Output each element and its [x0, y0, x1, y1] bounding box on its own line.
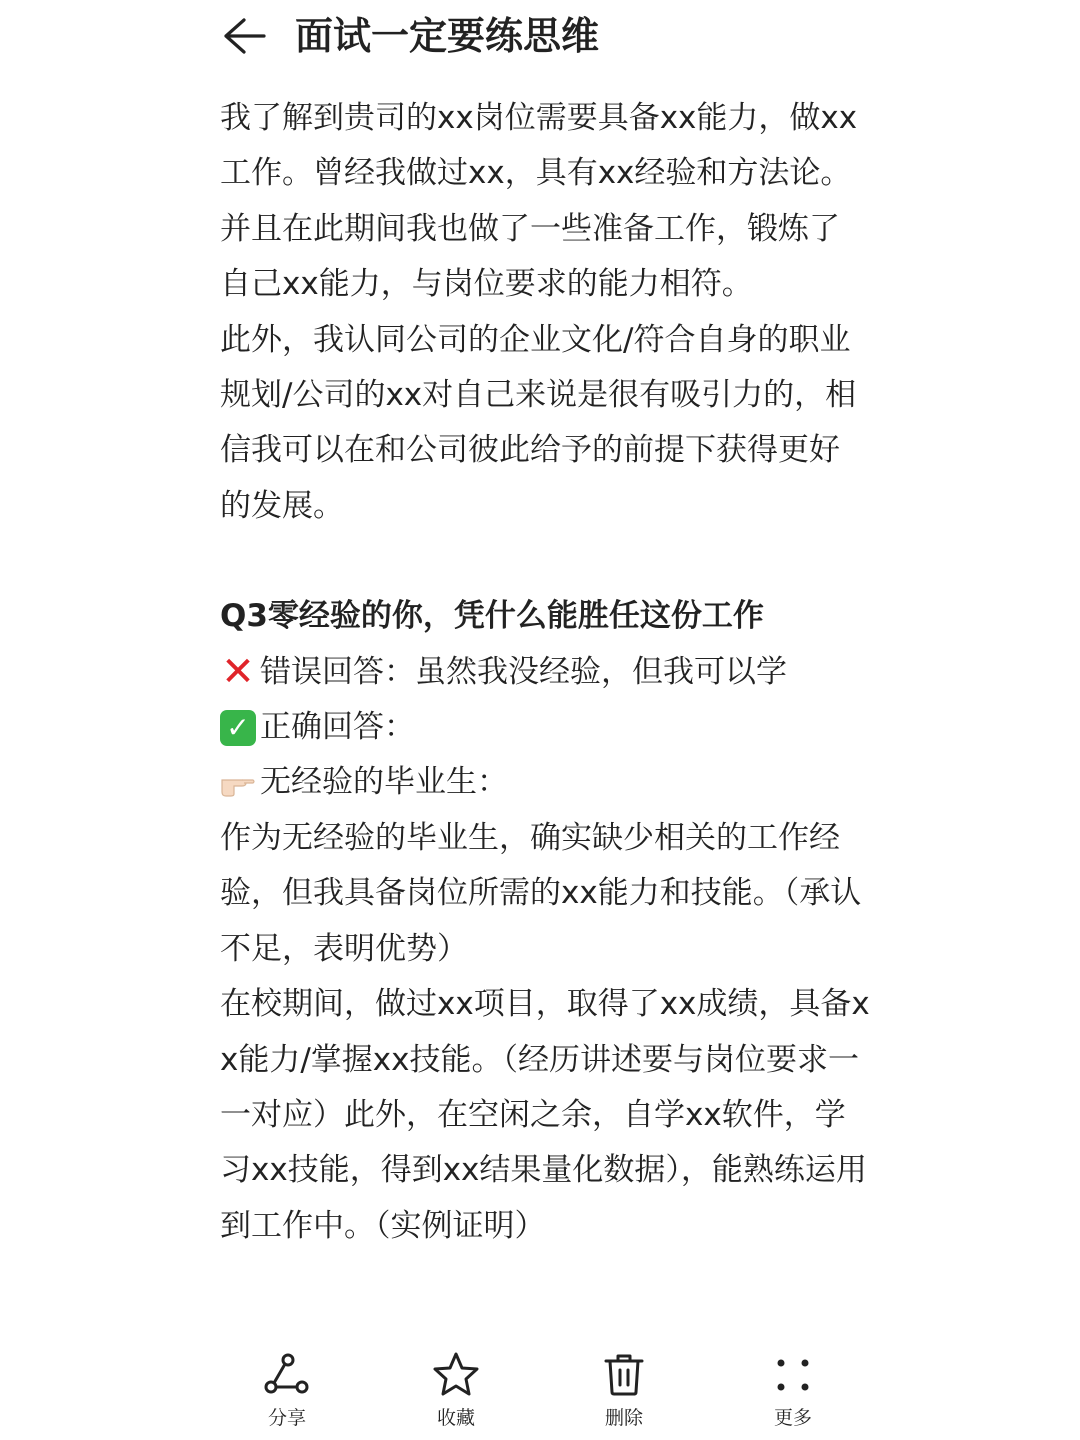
pointing-hand-icon	[220, 765, 256, 801]
share-button[interactable]	[232, 1350, 342, 1436]
share-label: 分享	[267, 1407, 306, 1429]
delete-button[interactable]	[569, 1350, 679, 1436]
paragraph-admit: 作为无经验的毕业生，确实缺少相关的工作经验，但我具备岗位所需的xx能力和技能。（承认不足，表明优势）	[220, 819, 862, 967]
no-experience-line	[220, 755, 870, 810]
header-bar	[0, 0, 1080, 80]
trash-icon	[599, 1350, 649, 1400]
no-experience-text: 无经验的毕业生：	[260, 764, 508, 801]
question-heading: Q3零经验的你，凭什么能胜任这份工作	[220, 598, 764, 635]
page-title: 面试一定要练思维	[295, 14, 600, 58]
right-answer-text: 正确回答：	[260, 709, 415, 746]
share-icon	[262, 1350, 312, 1400]
star-icon	[431, 1350, 481, 1400]
blank-line	[220, 534, 870, 589]
more-dots-icon	[768, 1350, 818, 1400]
bottom-action-bar	[0, 1336, 1080, 1440]
paragraph-culture: 此外，我认同公司的企业文化/符合自身的职业规划/公司的xx对自己来说是很有吸引力的，相信我可以在和公司彼此给予的前提下获得更好的发展。	[220, 321, 857, 524]
wrong-answer-line	[220, 645, 870, 700]
more-label: 更多	[773, 1407, 812, 1429]
wrong-answer-text: 错误回答：虽然我没经验，但我可以学	[260, 653, 787, 690]
check-mark-icon: ✓	[220, 710, 256, 746]
back-button[interactable]	[218, 14, 268, 58]
favorite-label: 收藏	[436, 1407, 475, 1429]
more-button[interactable]	[738, 1350, 848, 1436]
paragraph-intro: 我了解到贵司的xx岗位需要具备xx能力，做xx工作。曾经我做过xx，具有xx经验和方法论。并且在此期间我也做了一些准备工作，锻炼了自己xx能力，与岗位要求的能力相符。	[220, 100, 858, 303]
paragraph-school: 在校期间，做过xx项目，取得了xx成绩，具备xx能力/掌握xx技能。（经历讲述要与岗位要求一一对应）此外，在空闲之余，自学xx软件，学习xx技能，得到xx结果量化数据），能熟练运用到工作中。（实例证明）	[220, 986, 870, 1244]
delete-label: 删除	[604, 1407, 643, 1429]
favorite-button[interactable]	[401, 1350, 511, 1436]
cross-mark-icon: ✕	[221, 649, 255, 696]
right-answer-line	[220, 700, 870, 755]
note-content[interactable]	[220, 91, 870, 1336]
arrow-left-icon	[220, 16, 266, 56]
